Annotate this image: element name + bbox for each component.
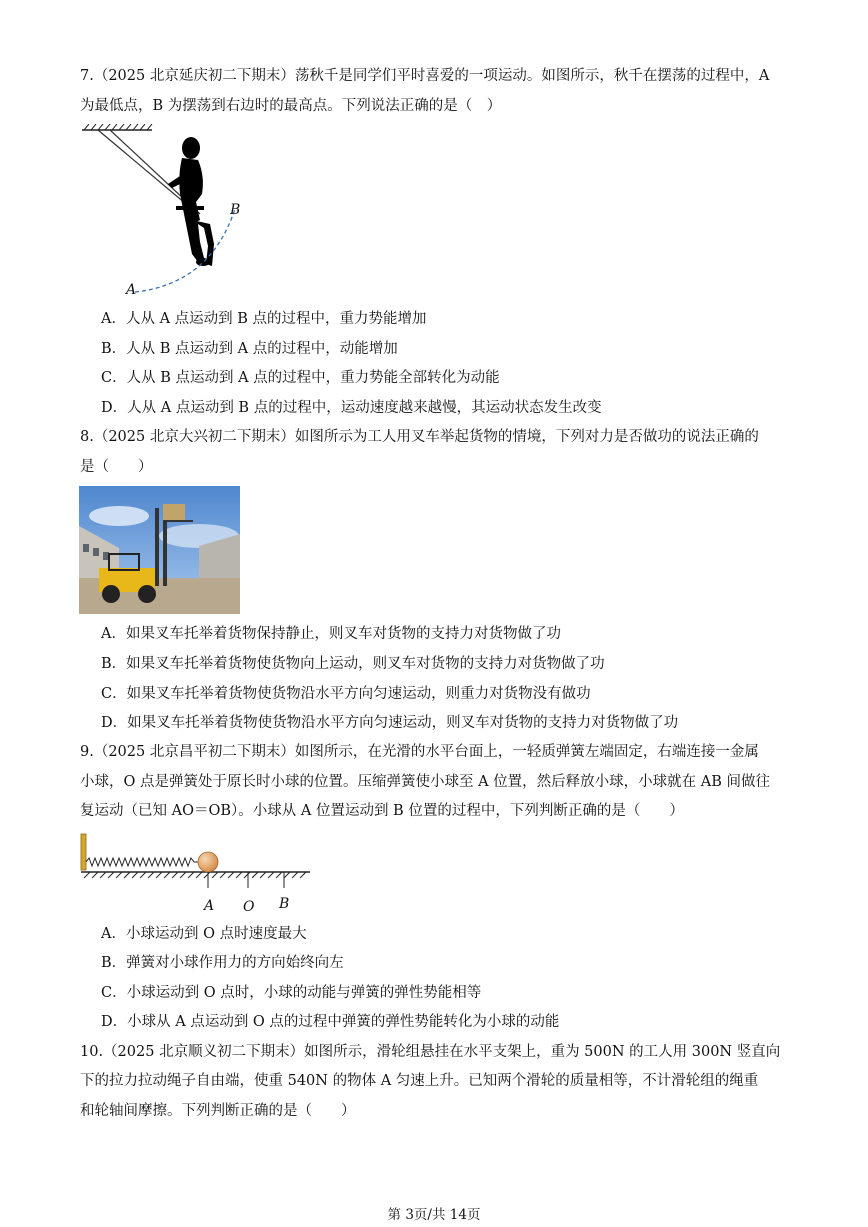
spring-label-a: A	[204, 898, 215, 914]
q8-option-b[interactable]: B．如果叉车托举着货物使货物向上运动，则叉车对货物的支持力对货物做了功	[101, 656, 605, 672]
q7-option-a[interactable]: A．人从 A 点运动到 B 点的过程中，重力势能增加	[101, 311, 427, 327]
swing-figure	[80, 124, 260, 299]
spring-figure	[78, 830, 318, 916]
q9-option-b[interactable]: B．弹簧对小球作用力的方向始终向左	[101, 955, 344, 971]
q7-stem-line-2: 为最低点，B 为摆荡到右边时的最高点。下列说法正确的是（ ）	[80, 98, 502, 114]
q10-stem-line-1: 10.（2025 北京顺义初二下期末）如图所示，滑轮组悬挂在水平支架上，重为 500N 的工人用 300N 竖直向	[80, 1044, 781, 1060]
q9-stem-line-2: 小球，O 点是弹簧处于原长时小球的位置。压缩弹簧使小球至 A 位置，然后释放小球，小球就在 AB 间做往	[80, 774, 771, 790]
q10-stem-line-3: 和轮轴间摩擦。下列判断正确的是（ ）	[80, 1103, 356, 1119]
spring-label-o: O	[243, 899, 255, 915]
q8-option-d[interactable]: D．如果叉车托举着货物使货物沿水平方向匀速运动，则叉车对货物的支持力对货物做了功	[101, 715, 679, 731]
q7-stem-line-1: 7.（2025 北京延庆初二下期末）荡秋千是同学们平时喜爱的一项运动。如图所示，秋千在摆荡的过程中，A	[80, 68, 770, 84]
q7-option-c[interactable]: C．人从 B 点运动到 A 点的过程中，重力势能全部转化为动能	[101, 370, 500, 386]
q9-option-c[interactable]: C．小球运动到 O 点时，小球的动能与弹簧的弹性势能相等	[101, 985, 482, 1001]
swing-label-b: B	[230, 202, 241, 218]
q8-stem-line-2: 是（ ）	[80, 459, 153, 475]
swing-label-a: A	[126, 282, 137, 298]
q9-option-d[interactable]: D．小球从 A 点运动到 O 点的过程中弹簧的弹性势能转化为小球的动能	[101, 1014, 560, 1030]
spring-label-b: B	[279, 896, 290, 912]
q9-option-a[interactable]: A．小球运动到 O 点时速度最大	[101, 926, 307, 942]
q8-option-a[interactable]: A．如果叉车托举着货物保持静止，则叉车对货物的支持力对货物做了功	[101, 626, 561, 642]
q7-option-b[interactable]: B．人从 B 点运动到 A 点的过程中，动能增加	[101, 341, 398, 357]
q8-stem-line-1: 8.（2025 北京大兴初二下期末）如图所示为工人用叉车举起货物的情境，下列对力是否做功的说法正确的	[80, 429, 759, 445]
forklift-photo	[79, 486, 240, 614]
q10-stem-line-2: 下的拉力拉动绳子自由端，使重 540N 的物体 A 匀速上升。已知两个滑轮的质量相等，不计滑轮组的绳重	[80, 1073, 759, 1089]
q9-stem-line-3: 复运动（已知 AO＝OB）。小球从 A 位置运动到 B 位置的过程中，下列判断正确的是（ ）	[80, 803, 684, 819]
q7-option-d[interactable]: D．人从 A 点运动到 B 点的过程中，运动速度越来越慢，其运动状态发生改变	[101, 400, 602, 416]
q8-option-c[interactable]: C．如果叉车托举着货物使货物沿水平方向匀速运动，则重力对货物没有做功	[101, 686, 591, 702]
q9-stem-line-1: 9.（2025 北京昌平初二下期末）如图所示，在光滑的水平台面上，一轻质弹簧左端固定，右端连接一金属	[80, 744, 759, 760]
page-footer: 第 3页/共 14页	[387, 1207, 481, 1223]
